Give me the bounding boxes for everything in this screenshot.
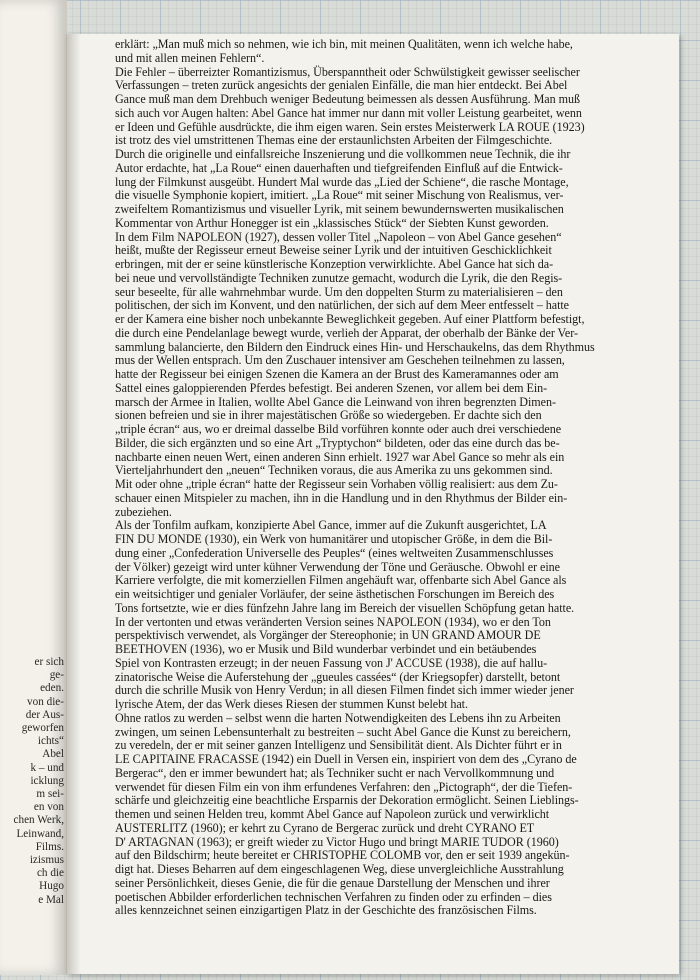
article-line: Durch die originelle und einfallsreiche Inszenierung und die vollkommen neue Technik, die ihr: [115, 147, 571, 161]
left-page-line: Abel: [42, 748, 64, 761]
article-line: digt hat. Dieses Beharren auf dem eingeschlagenen Weg, diese unvergleichliche Ausstrahlung: [115, 862, 564, 876]
article-line: zubeziehen.: [115, 504, 172, 519]
left-page-line: ge-: [49, 669, 64, 682]
article-line: mus der Wellen entsprach. Um den Zuschauer intensiver am Geschehen teilnehmen zu lassen,: [115, 353, 565, 368]
left-page-line: izismus: [29, 854, 64, 867]
article-line: zweifeltem Romantizismus und visueller Lyrik, mit seinem bewundernswerten musikalischen: [115, 202, 564, 216]
left-page-line: ch die: [36, 867, 64, 880]
article-line: „triple écran“ aus, wo er dreimal dasselbe Bild vorführen konnte oder auch drei verschiedene: [115, 422, 562, 436]
article-line: nachbarte einen neuen Wert, einen anderen Sinn erhielt. 1927 war Abel Gance so mehr als ein: [115, 449, 565, 464]
left-page-line: Hugo: [39, 880, 64, 893]
left-page-line: Leinwand,: [16, 827, 64, 840]
article-line: die visuelle Symphonie kopiert, imitiert. „La Roue“ mit seiner Mischung von Realismus, ver-: [115, 188, 564, 203]
article-line: poetischen Abbilder erforderlichen technischen Verfahren zu finden oder zu erfinden – dies: [115, 889, 552, 904]
article-line: seiner Persönlichkeit, dieses Genie, die für die genaue Darstellung der Menschen und ihrer: [115, 875, 550, 890]
article-line: Karriere verfolgte, die mit komerziellen Filmen angehäuft war, offenbarte sich Abel Gance als: [115, 573, 567, 588]
document-page: [66, 34, 679, 974]
article-line: zwingen, um seinen Lebensunterhalt zu bestreiten – sucht Abel Gance die Kunst zu bereichern,: [115, 724, 571, 739]
left-page-line: chen Werk,: [13, 814, 64, 827]
article-line: Spiel von Kontrasten erzeugt; in der neuen Fassung von J' ACCUSE (1938), die auf hallu-: [115, 655, 548, 670]
left-page-line: Films.: [35, 840, 64, 853]
left-page-line: geworfen: [21, 722, 64, 735]
article-line: politischen, der sich im Konvent, und den natürlichen, der sich auf dem Meer entfesselt – hatte: [115, 298, 570, 313]
article-line: alles kennzeichnet seinen einzigartigen Platz in der Geschichte des französischen Films.: [115, 903, 537, 918]
article-line: ein weitsichtiger und genialer Vorläufer, der seine ästhetischen Forschungen im Bereich des: [115, 587, 555, 601]
article-line: schärfe und gleichzeitig eine beachtliche Ersparnis der Dekoration ermöglicht. Seinen Lieblings-: [115, 793, 579, 808]
article-line: marsch der Armee in Italien, wollte Abel Gance die Leinwand von ihren begrenzten Dimen-: [115, 394, 556, 409]
article-line: perspektivisch verwendet, als Vorgänger der Stereophonie; in UN GRAND AMOUR DE: [115, 628, 541, 643]
article-line: lyrische Atem, der das Werk dieses Riesen der stummen Kunst belebt hat.: [115, 697, 468, 711]
article-line: dung einer „Confederation Universelle des Peuples“ (eines weltweiten Zusammenschlusses: [115, 545, 554, 560]
article-line: erklärt: „Man muß mich so nehmen, wie ich bin, mit meinen Qualitäten, wenn ich welche habe,: [115, 37, 573, 51]
article-line: sionen befreien und sie in ihrer majestätischen Größe so wiedergeben. Er dachte sich den: [115, 408, 542, 423]
article-line: themen und seinen Helden treu, kommt Abel Gance auf Napoleon zurück und verwirklicht: [115, 807, 550, 821]
left-page-line: der Aus-: [25, 708, 64, 721]
article-line: zu veredeln, der er mit seiner ganzen Intelligenz und Sensibilität dient. Als Dichter führt er in: [115, 738, 562, 753]
article-line: erbringen, mit der er seine künstlerische Konzeption verwirklichte. Abel Gance hat sich da-: [115, 257, 554, 271]
article-line: durch die schrille Musik von Henry Verdun; in all diesen Filmen findet sich immer wieder jener: [115, 683, 574, 698]
article-line: zinatorische Weise die Auferstehung der „gueules cassées“ (der Kriegsopfer) darstellt, betont: [115, 669, 561, 684]
article-line: In der vertonten und etwas veränderten Version seines NAPOLEON (1934), wo er den Ton: [115, 614, 551, 629]
left-page-line: icklung: [30, 774, 64, 787]
article-line: schauer einen Mitspieler zu machen, ihn in die Handlung und in den Rhythmus der Bilder ein-: [115, 490, 568, 505]
article-line: BEETHOVEN (1936), wo er Musik und Bild wunderbar verbindet und ein betäubendes: [115, 642, 537, 656]
article-line: auf den Bildschirm; heute bereitet er CHRISTOPHE COLOMB vor, den er seit 1939 angekün-: [115, 848, 570, 863]
article-line: FIN DU MONDE (1930), ein Werk von humanitärer und utopischer Größe, in dem die Bil-: [115, 532, 553, 546]
article-line: Tons fortsetzte, wie er dies fünfzehn Jahre lang im Bereich der visuellen Schöpfung getan hatte.: [115, 600, 575, 615]
article-line: AUSTERLITZ (1960); er kehrt zu Cyrano de Bergerac zurück und dreht CYRANO ET: [115, 820, 535, 835]
article-line: Als der Tonfilm aufkam, konzipierte Abel Gance, immer auf die Zukunft ausgerichtet, LA: [115, 518, 547, 533]
left-page-line: eden.: [40, 682, 64, 695]
left-page-fragment: [0, 0, 67, 975]
article-line: lung der Filmkunst ausgeübt. Hundert Mal wurde das „Lied der Schiene“, die rasche Montage,: [115, 174, 569, 189]
article-line: hatte der Regisseur bei einigen Szenen die Kamera an der Brust des Kameramannes oder am: [115, 367, 559, 381]
article-line: Bergerac“, den er immer bewundert hat; als Techniker sucht er nach Vervollkommnung und: [115, 765, 555, 780]
article-line: Autor erdachte, hat „La Roue“ einen dauerhaften und tiefgreifenden Einfluß auf die Entwick-: [115, 160, 563, 175]
left-page-line: en von: [33, 801, 64, 814]
article-line: In dem Film NAPOLEON (1927), dessen voller Titel „Napoleon – von Abel Gance gesehen“: [115, 229, 562, 244]
page-gutter-shadow: [67, 34, 81, 974]
article-line: sich auch vor Augen halten: Abel Gance hat immer nur dann mit voller Leistung gearbeitet, wenn: [115, 105, 582, 120]
article-line: Kommentar von Arthur Honegger ist ein „klassisches Stück“ der Siebten Kunst geworden.: [115, 215, 549, 230]
article-line: Verfassungen – treten zurück angesichts der genialen Einfälle, die man hier entdeckt. Bei Abel: [115, 78, 568, 93]
left-page-line: von die-: [27, 695, 64, 708]
article-line: verwendet für diesen Film ein von ihm erfundenes Verfahren: den „Pictograph“, der die Tiefen-: [115, 779, 573, 794]
article-line: bei neue und vervollständigte Techniken zunutze gemacht, wodurch die Lyrik, die den Regis-: [115, 270, 563, 285]
article-line: Bilder, die sich ergänzten und so eine Art „Tryptychon“ bildeten, oder das eine durch das be-: [115, 435, 560, 450]
article-line: heißt, mußte der Regisseur erneut Beweise seiner Lyrik und der intuitiven Geschicklichkeit: [115, 243, 552, 258]
article-line: Sattel eines galoppierenden Pferdes befestigt. Bei anderen Szenen, vor allem bei dem Ein-: [115, 380, 548, 395]
left-page-line: k – und: [30, 761, 64, 774]
article-line: Ohne ratlos zu werden – selbst wenn die harten Notwendigkeiten des Lebens ihn zu Arbeiten: [115, 710, 561, 725]
article-line: und mit allen meinen Fehlern“.: [115, 50, 265, 65]
article-line: D' ARTAGNAN (1963); er greift wieder zu Victor Hugo und bringt MARIE TUDOR (1960): [115, 834, 559, 849]
article-line: er der Kamera eine bisher noch unbekannte Beweglichkeit gegeben. Auf einer Plattform befestigt,: [115, 312, 585, 326]
article-line: Vierteljahrhundert den „neuen“ Techniken voraus, die aus Amerika zu uns gekommen sind.: [115, 463, 553, 478]
article-line: der Völker) gezeigt wird unter kühner Verwendung der Töne und Geräusche. Obwohl er eine: [115, 559, 560, 574]
article-line: Die Fehler – überreizter Romantizismus, Überspanntheit oder Schwülstigkeit gewisser seelischer: [115, 64, 580, 79]
left-page-line: er sich: [34, 656, 64, 668]
article-line: LE CAPITAINE FRACASSE (1942) ein Duell in Versen ein, inspiriert von dem des „Cyrano de: [115, 752, 577, 766]
article-line: ist trotz des viel umstrittenen Themas eine der erstaunlichsten Arbeiten der Filmgeschichte.: [115, 133, 553, 148]
article-line: die durch eine Pendelanlage bewegt wurde, verlieh der Apparat, der oberhalb der Bänke der Ver-: [115, 325, 578, 340]
left-page-line: m sei-: [36, 788, 64, 801]
article-line: er Ideen und Gefühle ausdrückte, die ihm eigen waren. Sein erstes Meisterwerk LA ROUE (1923): [115, 119, 585, 134]
article-line: Gance muß man dem Drehbuch weniger Bedeutung beimessen als dessen Ausführung. Man muß: [115, 92, 580, 106]
article-line: sammlung balancierte, den Bildern den Eindruck eines Hin- und Herschaukelns, das dem Rhythmus: [115, 339, 595, 354]
left-page-text: [0, 656, 66, 907]
left-page-line: ichts“: [37, 735, 64, 748]
article-line: seur beseelte, für alle wahrnehmbar wurde. Um den doppelten Sturm zu materialisieren – den: [115, 284, 563, 299]
left-page-line: e Mal: [38, 893, 64, 906]
article-body: [115, 38, 663, 918]
article-line: Mit oder ohne „triple écran“ hatte der Regisseur sein Vorhaben völlig realisiert: aus dem Zu-: [115, 477, 558, 491]
